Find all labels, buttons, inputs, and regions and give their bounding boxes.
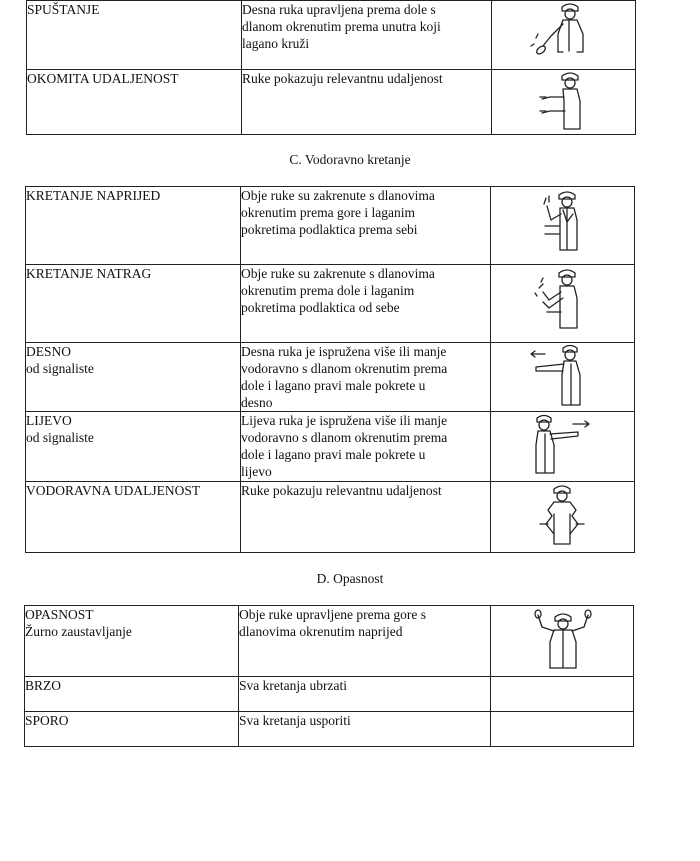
description-line: lijevo	[241, 464, 272, 479]
table-row	[26, 265, 635, 343]
table-row	[27, 1, 636, 70]
signal-description	[239, 712, 491, 747]
description-line: okrenutim prema gore i laganim	[241, 205, 415, 220]
description-line: dlanom okrenutim prema unutra koji	[242, 19, 441, 34]
table-row	[25, 677, 634, 712]
signal-name-line: Žurno zaustavljanje	[25, 624, 132, 639]
description-line: Obje ruke upravljene prema gore s	[239, 607, 427, 622]
signal-name	[27, 1, 242, 70]
description-line: desno	[241, 395, 273, 410]
table-row	[26, 482, 635, 553]
signal-name	[26, 482, 241, 553]
table-row	[25, 606, 634, 677]
description-line: dole i lagano pravi male pokrete u	[241, 447, 426, 462]
signalman-backward-icon	[533, 268, 589, 338]
signal-description	[241, 482, 491, 553]
signal-name	[26, 412, 241, 482]
signals-table-horizontal	[25, 186, 635, 553]
signalman-horizontal-distance-icon	[532, 484, 594, 550]
table-row	[26, 412, 635, 482]
signal-figure-cell	[491, 482, 635, 553]
signal-figure-cell	[492, 1, 636, 70]
signal-description	[241, 412, 491, 482]
signals-table-top	[26, 0, 636, 135]
section-title-c: C. Vodoravno kretanje	[289, 152, 411, 167]
table-row	[27, 70, 636, 135]
description-line: Lijeva ruka je ispružena više ili manje	[241, 413, 448, 428]
description-line: pokretima podlaktica prema sebi	[241, 222, 418, 237]
signal-name-line: KRETANJE NATRAG	[26, 266, 152, 281]
description-line: Ruke pokazuju relevantnu udaljenost	[241, 483, 442, 498]
signal-name-line: KRETANJE NAPRIJED	[26, 188, 161, 203]
table-row	[26, 343, 635, 412]
description-line: Obje ruke su zakrenute s dlanovima	[241, 188, 435, 203]
signal-name	[26, 265, 241, 343]
table-row	[25, 712, 634, 747]
signal-description	[242, 70, 492, 135]
signal-figure-cell	[491, 606, 634, 677]
signal-name	[25, 606, 239, 677]
signal-description	[242, 1, 492, 70]
description-line: dlanovima okrenutim naprijed	[239, 624, 403, 639]
signal-figure-cell	[491, 187, 635, 265]
signal-description	[241, 343, 491, 412]
signal-name-line: VODORAVNA UDALJENOST	[26, 483, 201, 498]
description-line: okrenutim prema dole i laganim	[241, 283, 415, 298]
signal-name-line: od signaliste	[26, 430, 94, 445]
description-line: Obje ruke su zakrenute s dlanovima	[241, 266, 435, 281]
signal-name-line: SPORO	[25, 713, 69, 728]
signalman-lowering-icon	[530, 2, 600, 66]
signal-figure-cell	[491, 412, 635, 482]
signal-name	[26, 343, 241, 412]
signal-name-line: SPUŠTANJE	[27, 2, 100, 17]
signal-name-line: od signaliste	[26, 361, 94, 376]
description-line: Desna ruka je ispružena više ili manje	[241, 344, 447, 359]
description-line: Desna ruka upravljena prema dole s	[242, 2, 436, 17]
description-line: Ruke pokazuju relevantnu udaljenost	[242, 71, 443, 86]
table-row	[26, 187, 635, 265]
signalman-vertical-distance-icon	[536, 71, 606, 133]
signal-name-line: DESNO	[26, 344, 72, 359]
description-line: vodoravno s dlanom okrenutim prema	[241, 361, 448, 376]
signal-name-line: OKOMITA UDALJENOST	[27, 71, 179, 86]
signal-description	[241, 265, 491, 343]
signal-figure-cell	[491, 712, 634, 747]
description-line: pokretima podlaktica od sebe	[241, 300, 400, 315]
signal-description	[241, 187, 491, 265]
signal-name-line: OPASNOST	[25, 607, 94, 622]
signal-figure-cell	[491, 343, 635, 412]
signal-name	[25, 677, 239, 712]
signal-figure-cell	[492, 70, 636, 135]
signalman-left-icon	[527, 414, 597, 478]
signal-description	[239, 677, 491, 712]
description-line: lagano kruži	[242, 36, 310, 51]
signal-figure-cell	[491, 265, 635, 343]
signal-description	[239, 606, 491, 677]
signal-name-line: BRZO	[25, 678, 62, 693]
signal-name	[26, 187, 241, 265]
signal-name-line: LIJEVO	[26, 413, 72, 428]
description-line: Sva kretanja ubrzati	[239, 678, 347, 693]
section-title-d: D. Opasnost	[316, 571, 384, 586]
description-line: dole i lagano pravi male pokrete u	[241, 378, 426, 393]
signalman-forward-icon	[535, 190, 591, 260]
signal-name	[25, 712, 239, 747]
signalman-danger-icon	[528, 609, 598, 673]
description-line: vodoravno s dlanom okrenutim prema	[241, 430, 448, 445]
signal-name	[27, 70, 242, 135]
signals-table-danger	[24, 605, 634, 747]
description-line: Sva kretanja usporiti	[239, 713, 351, 728]
signal-figure-cell	[491, 677, 634, 712]
signalman-right-icon	[529, 344, 593, 410]
